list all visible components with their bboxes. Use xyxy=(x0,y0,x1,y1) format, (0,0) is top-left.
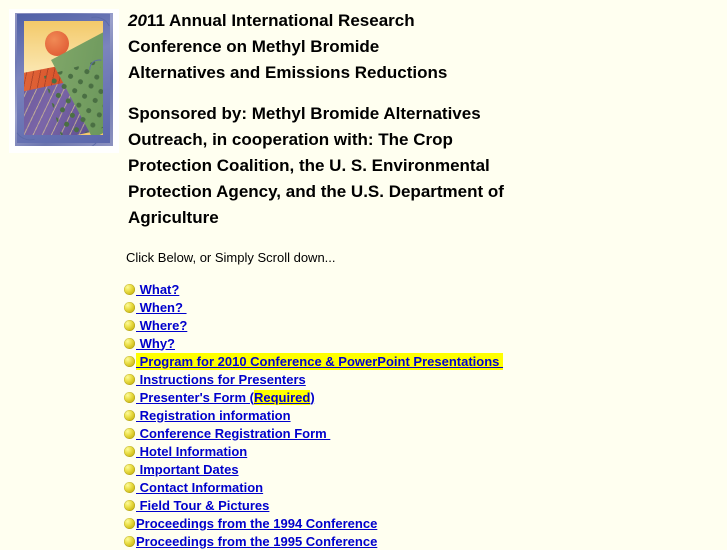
yellow-ball-bullet-icon xyxy=(124,446,135,457)
farm-landscape-artwork-icon xyxy=(15,13,113,146)
list-item xyxy=(124,496,684,514)
sponsor-line: Sponsored by: Methyl Bromide Alternatives xyxy=(128,104,481,123)
list-item xyxy=(124,424,684,442)
nav-link[interactable]: What? xyxy=(136,281,180,297)
yellow-ball-bullet-icon xyxy=(124,302,135,313)
list-item xyxy=(124,280,684,298)
yellow-ball-bullet-icon xyxy=(124,320,135,331)
nav-link[interactable]: Why? xyxy=(136,335,175,351)
list-item xyxy=(124,352,684,370)
nav-link[interactable]: Important Dates xyxy=(136,461,239,477)
list-item xyxy=(124,442,684,460)
title-line: Alternatives and Emissions Reductions xyxy=(128,63,448,82)
conference-logo-image xyxy=(9,9,119,153)
list-item xyxy=(124,316,684,334)
yellow-ball-bullet-icon xyxy=(124,374,135,385)
sponsor-line: Protection Coalition, the U. S. Environmental xyxy=(128,156,490,175)
nav-link[interactable]: Field Tour & Pictures xyxy=(136,497,270,513)
nav-link[interactable]: Registration information xyxy=(136,407,291,423)
nav-link[interactable]: Conference Registration Form xyxy=(136,425,331,441)
nav-link[interactable]: Instructions for Presenters xyxy=(136,371,306,387)
yellow-ball-bullet-icon xyxy=(124,428,135,439)
list-item xyxy=(124,478,684,496)
yellow-ball-bullet-icon xyxy=(124,500,135,511)
list-item xyxy=(124,460,684,478)
nav-link[interactable]: Hotel Information xyxy=(136,443,248,459)
list-item xyxy=(124,298,684,316)
yellow-ball-bullet-icon xyxy=(124,464,135,475)
sponsor-line: Agriculture xyxy=(128,208,219,227)
yellow-ball-bullet-icon xyxy=(124,284,135,295)
header-text-column xyxy=(128,0,568,231)
nav-link[interactable]: When? xyxy=(136,299,187,315)
yellow-ball-bullet-icon xyxy=(124,356,135,367)
list-item xyxy=(124,334,684,352)
yellow-ball-bullet-icon xyxy=(124,410,135,421)
page-header xyxy=(0,0,727,231)
click-below-instruction: Click Below, or Simply Scroll down... xyxy=(126,250,336,265)
list-item xyxy=(124,388,684,406)
list-item xyxy=(124,406,684,424)
list-item xyxy=(124,532,684,550)
required-highlight: Required xyxy=(253,389,311,405)
list-item xyxy=(124,370,684,388)
sponsor-paragraph xyxy=(128,101,568,231)
title-line: Conference on Methyl Bromide xyxy=(128,37,380,56)
yellow-ball-bullet-icon xyxy=(124,518,135,529)
sponsor-line: Protection Agency, and the U.S. Department of xyxy=(128,182,504,201)
sponsor-line: Outreach, in cooperation with: The Crop xyxy=(128,130,453,149)
nav-link[interactable]: Contact Information xyxy=(136,479,264,495)
title-line: 2011 Annual International Research xyxy=(128,11,415,30)
yellow-ball-bullet-icon xyxy=(124,482,135,493)
navigation-links-section xyxy=(124,250,684,550)
nav-link[interactable]: Program for 2010 Conference & PowerPoint Presentations xyxy=(136,353,503,369)
nav-link[interactable]: Proceedings from the 1995 Conference xyxy=(136,533,378,549)
nav-link[interactable]: Proceedings from the 1994 Conference xyxy=(136,515,378,531)
nav-link[interactable]: Where? xyxy=(136,317,188,333)
link-list xyxy=(124,280,684,550)
yellow-ball-bullet-icon xyxy=(124,338,135,349)
page-title xyxy=(128,8,568,86)
nav-link[interactable]: Presenter's Form (Required) xyxy=(136,389,315,405)
list-item xyxy=(124,514,684,532)
yellow-ball-bullet-icon xyxy=(124,392,135,403)
title-year-italic: 20 xyxy=(128,11,147,30)
